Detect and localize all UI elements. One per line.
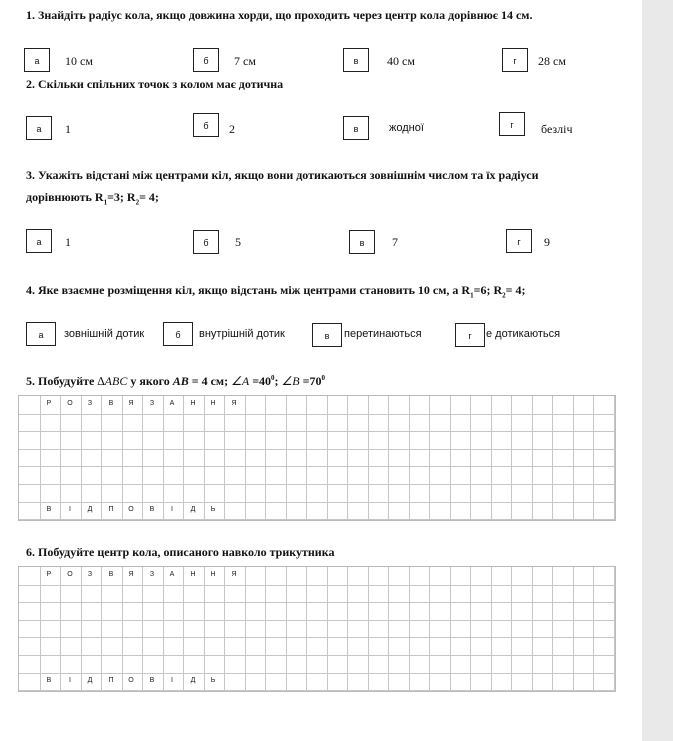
- grid-bottom-letter: Ь: [210, 506, 216, 513]
- grid-bottom-letter: І: [171, 506, 173, 513]
- grid-line-horizontal: [19, 585, 615, 586]
- grid-top-letter: В: [108, 571, 114, 578]
- grid-top-letter: Я: [231, 400, 237, 407]
- grid-top-letter: В: [108, 400, 114, 407]
- grid-top-letter: З: [149, 571, 155, 578]
- answer-grid-5[interactable]: [18, 395, 616, 521]
- q5-angle-a-value: =40: [249, 374, 272, 388]
- q2-option-b-label: 2: [229, 122, 235, 136]
- q5-ab-value: = 4 см;: [188, 374, 232, 388]
- q2-option-c-box[interactable]: в: [343, 116, 369, 140]
- question-3-line-2: [26, 190, 159, 206]
- grid-top-letter: Н: [210, 571, 216, 578]
- q4-text-end: = 4;: [505, 283, 526, 297]
- grid-top-letter: З: [87, 571, 93, 578]
- q4-option-d-box[interactable]: г: [455, 323, 485, 347]
- answer-grid-6[interactable]: [18, 566, 616, 692]
- grid-bottom-letter: І: [171, 677, 173, 684]
- grid-top-letter: О: [67, 571, 73, 578]
- grid-line-horizontal: [19, 637, 615, 638]
- grid-top-letter: Н: [190, 400, 196, 407]
- grid-bottom-letter: О: [128, 506, 134, 513]
- question-5-text: [26, 374, 325, 389]
- q3-option-b-box[interactable]: б: [193, 230, 219, 254]
- grid-top-letter: А: [169, 571, 175, 578]
- q3-line-2-end: = 4;: [139, 190, 159, 204]
- q1-option-c-label: 40 см: [387, 54, 415, 68]
- q3-option-a-label: 1: [65, 235, 71, 249]
- grid-bottom-letter: В: [46, 506, 52, 513]
- q1-option-c-box[interactable]: в: [343, 48, 369, 72]
- q3-line-2-prefix: дорівнюють R: [26, 190, 104, 204]
- q2-option-d-box[interactable]: г: [499, 112, 525, 136]
- q1-option-d-label: 28 см: [538, 54, 566, 68]
- grid-bottom-letter: Д: [190, 506, 196, 513]
- q3-option-d-box[interactable]: г: [506, 229, 532, 253]
- grid-bottom-letter: І: [69, 506, 71, 513]
- q5-angle-a: ∠A: [231, 374, 250, 388]
- q4-option-c-label: перетинаються: [344, 328, 422, 340]
- q3-line-2-mid: =3; R: [107, 190, 136, 204]
- q3-r2-sub: 2: [135, 198, 140, 207]
- grid-line-horizontal: [19, 414, 615, 415]
- question-2-text: 2. Скільки спільних точок з колом має дотична: [26, 77, 284, 91]
- q5-ab: AB: [172, 374, 189, 388]
- q4-option-a-box[interactable]: а: [26, 322, 56, 346]
- grid-line-horizontal: [19, 620, 615, 621]
- q3-option-b-label: 5: [235, 235, 241, 249]
- q2-option-a-box[interactable]: а: [26, 116, 52, 140]
- grid-bottom-letter: Д: [87, 677, 93, 684]
- grid-top-letter: Я: [128, 571, 134, 578]
- q5-degree-2: 0: [321, 374, 325, 382]
- q4-option-a-label: зовнішній дотик: [64, 328, 145, 340]
- grid-top-letter: Р: [46, 571, 52, 578]
- grid-line-horizontal: [19, 449, 615, 450]
- q2-option-c-label: жодної: [389, 122, 424, 134]
- q2-option-d-label: безліч: [541, 122, 573, 136]
- q1-option-a-label: 10 см: [65, 54, 93, 68]
- q5-degree-1: 0: [271, 374, 275, 382]
- grid-line-horizontal: [19, 519, 615, 520]
- grid-line-horizontal: [19, 655, 615, 656]
- grid-line-horizontal: [19, 431, 615, 432]
- grid-bottom-letter: В: [46, 677, 52, 684]
- q1-option-b-label: 7 см: [234, 54, 256, 68]
- grid-line-horizontal: [19, 690, 615, 691]
- q4-option-b-box[interactable]: б: [163, 322, 193, 346]
- q5-angle-b: ∠B: [281, 374, 300, 388]
- q4-r1-sub: 1: [470, 291, 474, 300]
- q3-option-c-label: 7: [392, 235, 398, 249]
- grid-bottom-letter: Д: [190, 677, 196, 684]
- grid-bottom-letter: В: [149, 677, 155, 684]
- grid-line-horizontal: [19, 602, 615, 603]
- grid-top-letter: Я: [128, 400, 134, 407]
- grid-bottom-letter: О: [128, 677, 134, 684]
- q4-option-b-label: внутрішній дотик: [199, 328, 285, 340]
- right-sidebar: [642, 0, 673, 741]
- question-4-text: [26, 283, 525, 299]
- question-6-text: 6. Побудуйте центр кола, описаного навколо трикутника: [26, 545, 335, 559]
- q3-r1-sub: 1: [103, 198, 108, 207]
- grid-top-letter: О: [67, 400, 73, 407]
- grid-bottom-letter: В: [149, 506, 155, 513]
- q5-triangle: ∆ABC: [97, 374, 128, 388]
- grid-bottom-letter: Ь: [210, 677, 216, 684]
- q4-text-mid: =6; R: [473, 283, 503, 297]
- grid-bottom-letter: Д: [87, 506, 93, 513]
- q1-option-d-box[interactable]: г: [502, 48, 528, 72]
- grid-top-letter: З: [87, 400, 93, 407]
- q1-option-a-box[interactable]: а: [24, 48, 50, 72]
- q3-option-a-box[interactable]: а: [26, 229, 52, 253]
- q4-option-c-box[interactable]: в: [312, 323, 342, 347]
- grid-top-letter: Н: [190, 571, 196, 578]
- grid-bottom-letter: П: [108, 506, 114, 513]
- q2-option-b-box[interactable]: б: [193, 113, 219, 137]
- q5-separator: ;: [274, 374, 282, 388]
- grid-line-horizontal: [19, 484, 615, 485]
- grid-bottom-letter: П: [108, 677, 114, 684]
- question-1-text: 1. Знайдіть радіус кола, якщо довжина хорди, що проходить через центр кола дорівнює 14 см.: [26, 8, 533, 22]
- q5-prefix: 5. Побудуйте: [26, 374, 98, 388]
- q1-option-b-box[interactable]: б: [193, 48, 219, 72]
- q5-angle-b-value: =70: [299, 374, 322, 388]
- q3-option-c-box[interactable]: в: [349, 230, 375, 254]
- q5-middle: у якого: [127, 374, 173, 388]
- grid-top-letter: Я: [231, 571, 237, 578]
- q3-option-d-label: 9: [544, 235, 550, 249]
- grid-top-letter: Н: [210, 400, 216, 407]
- grid-top-letter: А: [169, 400, 175, 407]
- question-3-line-1: 3. Укажіть відстані між центрами кіл, якщо вони дотикаються зовнішнім числом та їх радіуси: [26, 168, 539, 182]
- grid-top-letter: Р: [46, 400, 52, 407]
- grid-bottom-letter: І: [69, 677, 71, 684]
- q4-text-prefix: 4. Яке взаємне розміщення кіл, якщо відстань між центрами становить 10 см, а R: [26, 283, 471, 297]
- q2-option-a-label: 1: [65, 122, 71, 136]
- grid-top-letter: З: [149, 400, 155, 407]
- q4-r2-sub: 2: [502, 291, 506, 300]
- grid-line-horizontal: [19, 466, 615, 467]
- q4-option-d-label: е дотикаються: [486, 328, 561, 340]
